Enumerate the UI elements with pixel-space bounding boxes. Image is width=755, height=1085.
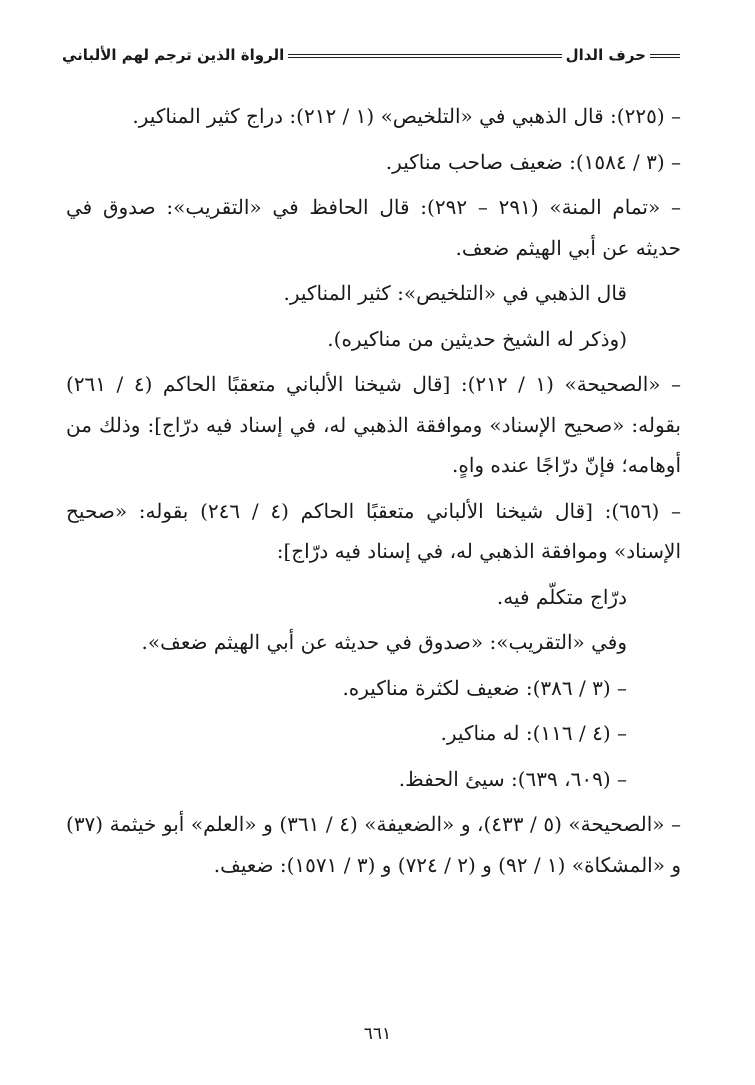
main-text bbox=[66, 96, 681, 890]
paragraph: وفي «التقريب»: «صدوق في حديثه عن أبي الهيثم ضعف». bbox=[141, 630, 627, 654]
paragraph: – «الصحيحة» (١ / ٢١٢): [قال شيخنا الألباني متعقبًا الحاكم (٤ / ٢٦١) بقوله: «صحيح الإسناد» وموافقة الذهبي له، في إسناد فيه درّاج]: وذلك من أوهامه؛ فإنّ درّاجًا عنده واهٍ. bbox=[66, 372, 682, 477]
page-number: ٦٦١ bbox=[363, 1024, 392, 1044]
paragraph: – (٦٠٩، ٦٣٩): سيئ الحفظ. bbox=[398, 766, 627, 791]
running-header bbox=[58, 44, 680, 70]
paragraph: (وذكر له الشيخ حديثين من مناكيره). bbox=[327, 326, 627, 351]
paragraph: – (٢٢٥): قال الذهبي في «التلخيص» (١ / ٢١٢): دراج كثير المناكير. bbox=[132, 104, 681, 128]
paragraph: – (٣ / ٣٨٦): ضعيف لكثرة مناكيره. bbox=[342, 675, 627, 700]
paragraph: – «تمام المنة» (٢٩١ – ٢٩٢): قال الحافظ في «التقريب»: صدوق في حديثه عن أبي الهيثم ضعف. bbox=[66, 195, 681, 260]
paragraph: – (٣ / ١٥٨٤): ضعيف صاحب مناكير. bbox=[385, 149, 681, 174]
paragraph: – (٦٥٦): [قال شيخنا الألباني متعقبًا الحاكم (٤ / ٢٤٦) بقوله: «صحيح الإسناد» وموافقة الذهبي له، في إسناد فيه درّاج]: bbox=[66, 498, 681, 563]
header-end-rule bbox=[658, 54, 680, 58]
paragraph: – «الصحيحة» (٥ / ٤٣٣)، و «الضعيفة» (٤ / ٣٦١) و «العلم» أبو خيثمة (٣٧) و «المشكاة» (١ / ٩٢) و (٢ / ٧٢٤) و (٣ / ١٥٧١): ضعيف. bbox=[66, 812, 682, 877]
paragraph: درّاج متكلّم فيه. bbox=[496, 584, 627, 609]
chapter-title: حرف الدال bbox=[562, 44, 650, 66]
paragraph: قال الذهبي في «التلخيص»: كثير المناكير. bbox=[283, 281, 627, 305]
book-title: الرواة الذين ترجم لهم الألباني bbox=[58, 44, 288, 66]
paragraph: – (٤ / ١١٦): له مناكير. bbox=[440, 721, 627, 745]
